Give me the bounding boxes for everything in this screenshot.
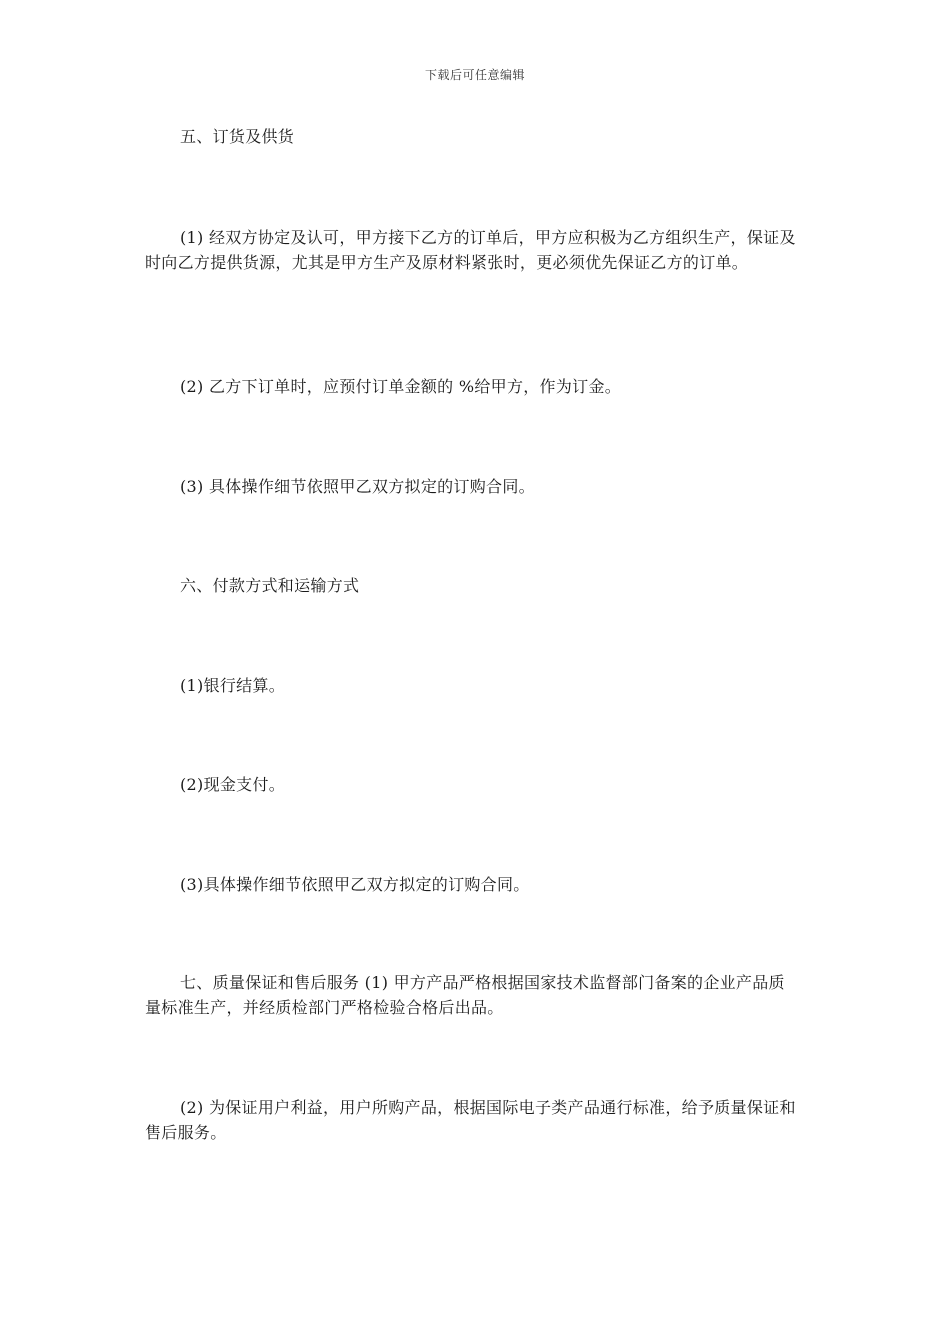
section-7-item-2: (2) 为保证用户利益，用户所购产品，根据国际电子类产品通行标准，给予质量保证和售后服务。 [145,1098,796,1142]
section-6-item-2: (2)现金支付。 [180,775,286,794]
section-6-item-1: (1)银行结算。 [180,676,286,695]
section-6-title: 六、付款方式和运输方式 [180,576,360,595]
section-5-item-2: (2) 乙方下订单时，应预付订单金额的 %给甲方，作为订金。 [180,377,622,396]
header-note: 下载后可任意编辑 [424,68,525,82]
section-7-title-item-1: 七、质量保证和售后服务 (1) 甲方产品严格根据国家技术监督部门备案的企业产品质量标准生产，并经质检部门严格检验合格后出品。 [145,973,785,1017]
section-6-item-3: (3)具体操作细节依照甲乙双方拟定的订购合同。 [180,875,530,894]
section-5-item-3: (3) 具体操作细节依照甲乙双方拟定的订购合同。 [180,477,535,496]
section-5-title: 五、订货及供货 [180,127,295,146]
section-5-item-1: (1) 经双方协定及认可，甲方接下乙方的订单后，甲方应积极为乙方组织生产，保证及时向乙方提供货源，尤其是甲方生产及原材料紧张时，更必须优先保证乙方的订单。 [145,228,796,272]
